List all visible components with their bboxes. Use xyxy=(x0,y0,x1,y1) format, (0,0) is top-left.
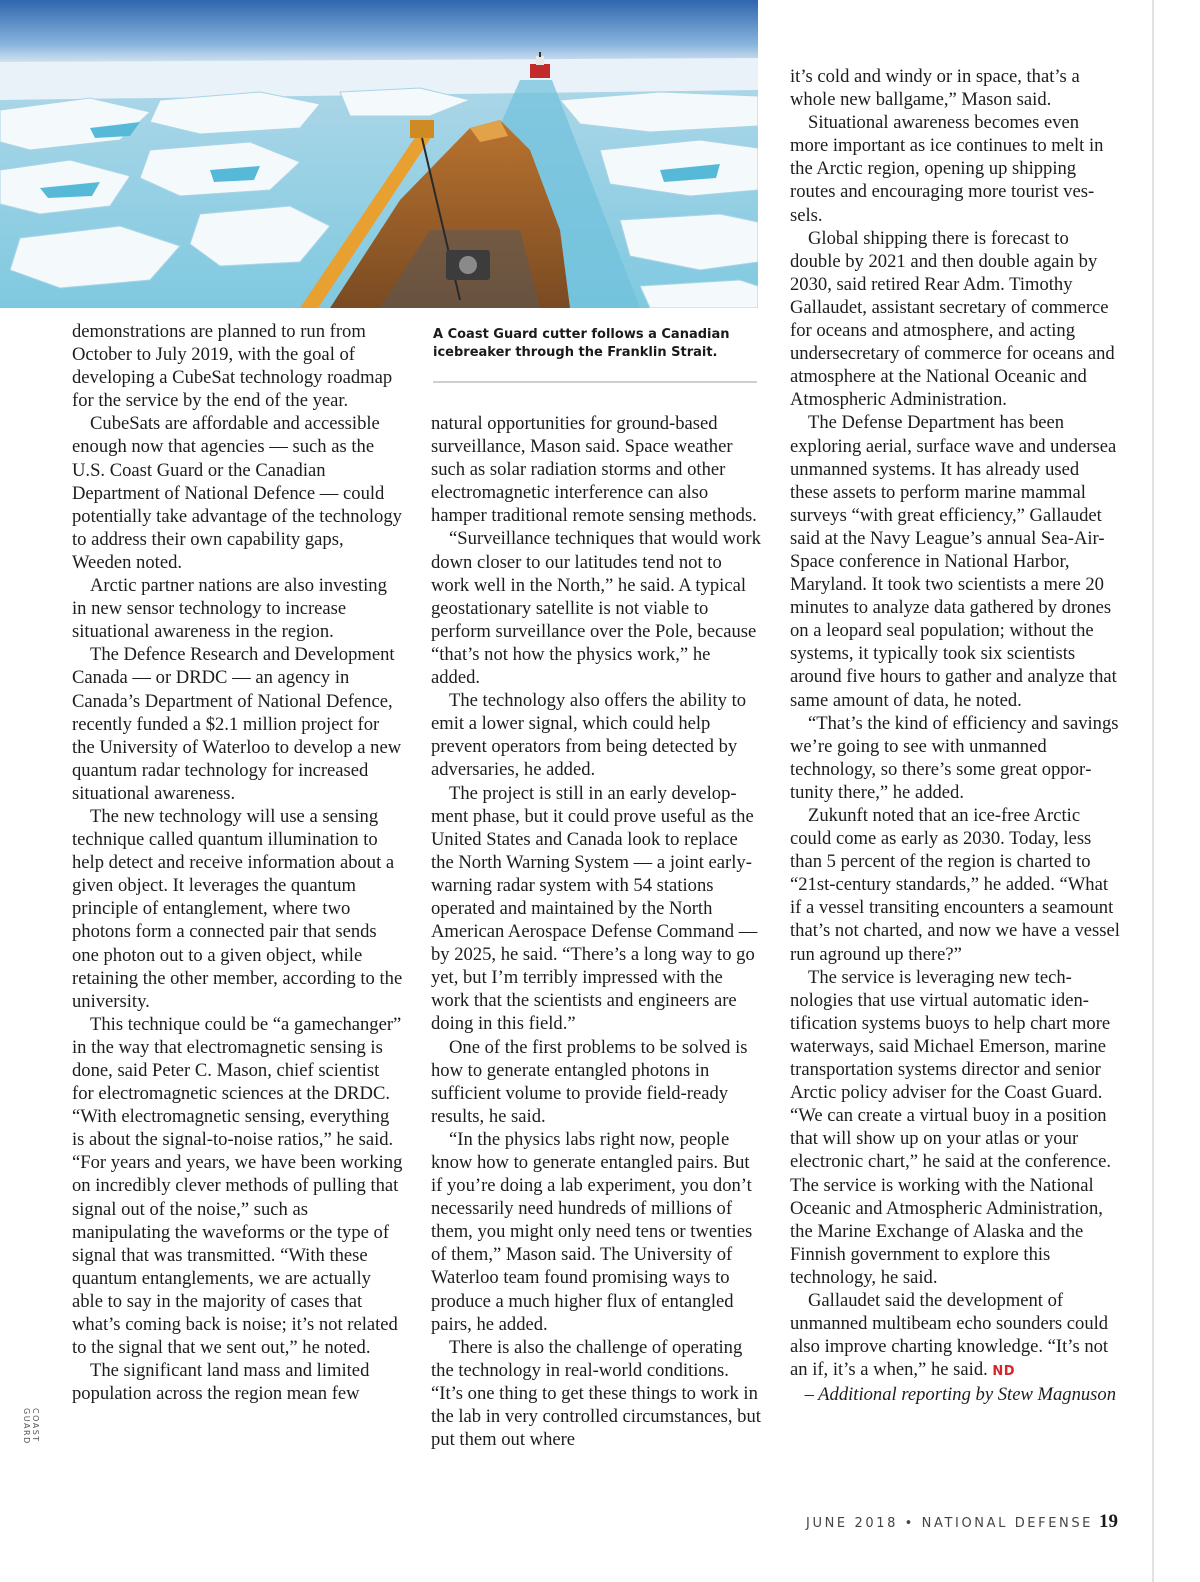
paragraph: The Defense Department has been exploring aerial, surface wave and undersea unmanned systems. It has already used these assets to perform marine mammal surveys “with great efficiency,” Gallaudet said at the Navy League’s annual Sea-Air-Space conference in National Harbor, Maryland. It took two scientists a mere 20 minutes to analyze data gathered by drones on a leopard seal population; without the systems, it typically took six scientists around five hours to gather and analyze that same amount of data, he noted. xyxy=(790,412,1117,711)
photo-credit: COAST GUARD xyxy=(22,1408,40,1445)
paragraph: This technique could be “a gamechanger” in the way that electromagnetic sensing is done, said Peter C. Mason, chief scientist for electromagnetic sciences at the DRDC. “With electromagnetic sensing, everything is about the signal-to-noise ratios,” he said. “For years and years, we have been working on incredibly clever methods of pulling that signal out of the noise,” such as manipulating the waveforms or the type of signal that was transmitted. “With these quantum entanglements, we are actually able to say in the majority of cases that what’s coming back is noise; it’s not related to the signal that we sent out,” he noted. xyxy=(72,1013,403,1359)
caption-divider xyxy=(433,381,757,383)
page-number: 19 xyxy=(1099,1511,1118,1532)
final-paragraph xyxy=(790,1289,1120,1383)
page-edge xyxy=(1152,0,1154,1582)
paragraph: “In the physics labs right now, people know how to generate entangled pairs. But if you’re doing a lab experiment, you don’t necessarily need hundreds of millions of them, you might only need tens or twenties of them,” Mason said. The University of Waterloo team found promising ways to produce a much higher flux of entangled pairs, he added. xyxy=(431,1128,753,1335)
paragraph: demonstrations are planned to run from October to July 2019, with the goal of developing a CubeSat technology roadmap for the service by the end of the year. xyxy=(72,321,393,412)
paragraph: Global shipping there is forecast to double by 2021 and then double again by 2030, said retired Rear Adm. Timothy Gallaudet, assistant secretary of commerce for oceans and atmosphere, and acting undersecretary of commerce for oceans and atmosphere at the National Oceanic and Atmospheric Administration. xyxy=(790,227,1115,411)
paragraph: The technology also offers the ability to emit a lower signal, which could help prevent operators from being detected by adversaries, he added. xyxy=(431,690,747,781)
arctic-photo xyxy=(0,0,758,308)
paragraph: The Defence Research and Development Canada — or DRDC — an agency in Canada’s Department of National Defence, recently funded a $2.1 million project for the University of Waterloo to develop a new quantum radar technology for increased situational awareness. xyxy=(72,644,402,804)
additional-reporting-credit: – Additional reporting by Stew Magnuson xyxy=(804,1384,1116,1406)
paragraph: Zukunft noted that an ice-free Arctic could come as early as 2030. Today, less than 5 percent of the region is charted to “21st-century standards,” he added. “What if a vessel transiting encounters a seamount that’s not charted, and now we have a vessel run aground up there?” xyxy=(790,805,1120,965)
paragraph: The project is still in an early development phase, but it could prove useful as the United States and Canada look to replace the North Warning System — a joint early-warning radar system with 54 stations operated and maintained by the North American Aerospace Defense Command — by 2025, he said. “There’s a long way to go yet, but I’m terribly impressed with the work that the scientists and engineers are doing in this field.” xyxy=(431,782,758,1035)
article-column-2 xyxy=(431,412,761,1451)
paragraph: There is also the challenge of operating the technology in real-world conditions. “It’s one thing to get these things to work in the lab in very controlled circumstances, but put them out where xyxy=(431,1336,761,1451)
paragraph: CubeSats are affordable and accessible enough now that agencies — such as the U.S. Coast Guard or the Canadian Department of National Defence — could potentially take advantage of the technology to address their own capability gaps, Weeden noted. xyxy=(72,413,402,573)
paragraph-text: Gallaudet said the development of unmanned multibeam echo sounders could also improve charting knowledge. “It’s not an if, it’s a when,” he said. xyxy=(790,1289,1109,1381)
article-column-3 xyxy=(790,65,1120,1406)
photo-caption: A Coast Guard cutter follows a Canadian icebreaker through the Franklin Strait. xyxy=(433,327,730,360)
paragraph: “That’s the kind of efficiency and savings we’re going to see with unmanned technology, so there’s some great opportunity there,” he added. xyxy=(790,712,1119,803)
paragraph: The new technology will use a sensing technique called quantum illumination to help detect and receive information about a given object. It leverages the quantum principle of entanglement, where two photons form a connected pair that sends one photon out to a given object, while retaining the other member, according to the university. xyxy=(72,805,403,1012)
end-mark-icon: ND xyxy=(992,1364,1016,1380)
paragraph: Situational awareness becomes even more important as ice continues to melt in the Arctic region, opening up shipping routes and encouraging more tourist vessels. xyxy=(790,112,1104,226)
paragraph: it’s cold and windy or in space, that’s a whole new ballgame,” Mason said. xyxy=(790,66,1080,111)
paragraph: One of the first problems to be solved is how to generate entangled photons in sufficient volume to provide field-ready results, he said. xyxy=(431,1036,748,1127)
issue-label: JUNE 2018 • NATIONAL DEFENSE xyxy=(806,1516,1093,1531)
page-footer xyxy=(806,1511,1118,1533)
paragraph: “Surveillance techniques that would work down closer to our latitudes tend not to work well in the North,” he said. A typical geostationary satellite is not viable to perform surveillance over the Pole, because “that’s not how the physics work,” he added. xyxy=(431,528,761,689)
paragraph: Arctic partner nations are also investing in new sensor technology to increase situational awareness in the region. xyxy=(72,575,387,643)
paragraph: natural opportunities for ground-based surveillance, Mason said. Space weather such as solar radiation storms and other electromagnetic interference can also hamper traditional remote sensing methods. xyxy=(431,413,757,527)
article-column-1 xyxy=(72,320,404,1405)
paragraph: The significant land mass and limited population across the region mean few xyxy=(72,1360,370,1405)
paragraph: The service is leveraging new technologies that use virtual automatic identification systems buoys to help chart more waterways, said Michael Emerson, marine transportation systems director and senior Arctic policy adviser for the Coast Guard. “We can create a virtual buoy in a position that will show up on your atlas or your electronic chart,” he said at the conference. The service is working with the National Oceanic and Atmospheric Administration, the Marine Exchange of Alaska and the Finnish government to explore this technology, he said. xyxy=(790,966,1112,1288)
